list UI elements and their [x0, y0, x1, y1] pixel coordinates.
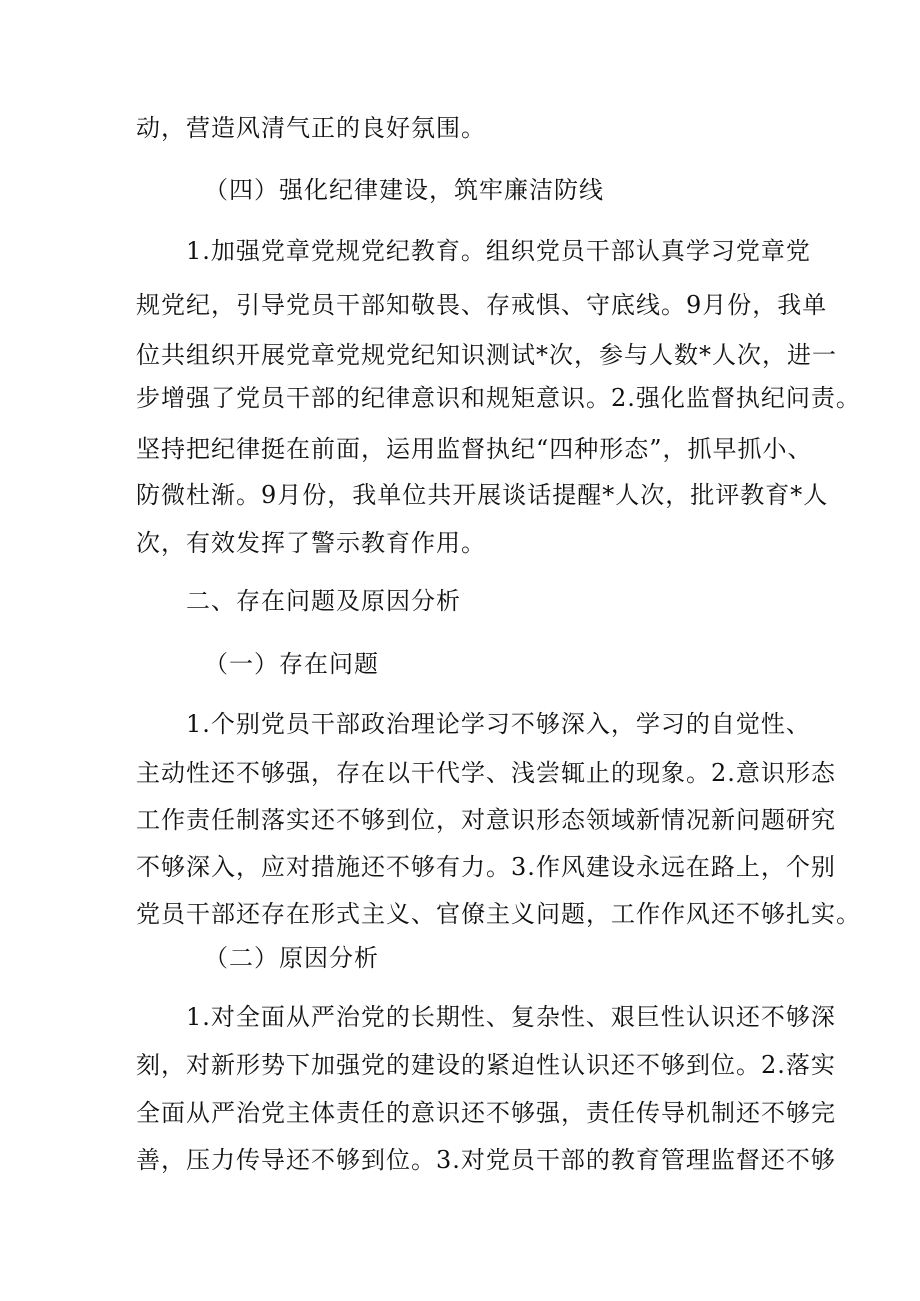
text-line: 动，营造风清气正的良好氛围。 [136, 114, 486, 142]
text-line: 坚持把纪律挺在前面，运用监督执纪“四种形态”，抓早抓小、 [136, 435, 813, 463]
text-line: 刻，对新形势下加强党的建设的紧迫性认识还不够到位。2.落实 [136, 1051, 836, 1079]
text-line: 规党纪，引导党员干部知敬畏、存戒惧、守底线。9月份，我单 [136, 291, 828, 319]
text-line: 1.加强党章党规党纪教育。组织党员干部认真学习党章党 [186, 237, 811, 265]
text-line: 全面从严治党主体责任的意识还不够强，责任传导机制还不够完 [136, 1099, 836, 1127]
subsection-heading: （一）存在问题 [204, 650, 379, 678]
section-heading: 二、存在问题及原因分析 [186, 587, 461, 615]
text-line: 1.对全面从严治党的长期性、复杂性、艰巨性认识还不够深 [186, 1003, 836, 1031]
text-line: 党员干部还存在形式主义、官僚主义问题，工作作风还不够扎实。 [136, 900, 861, 928]
subsection-heading: （二）原因分析 [204, 944, 379, 972]
text-line: 次，有效发挥了警示教育作用。 [136, 529, 486, 557]
text-line: 位共组织开展党章党规党纪知识测试*次，参与人数*人次，进一 [136, 341, 837, 369]
text-line: 步增强了党员干部的纪律意识和规矩意识。2.强化监督执纪问责。 [136, 384, 861, 412]
text-line: 工作责任制落实还不够到位，对意识形态领域新情况新问题研究 [136, 806, 836, 834]
text-line: 不够深入，应对措施还不够有力。3.作风建设永远在路上，个别 [136, 853, 836, 881]
section-heading: （四）强化纪律建设，筑牢廉洁防线 [204, 176, 604, 204]
text-line: 1.个别党员干部政治理论学习不够深入，学习的自觉性、 [186, 710, 811, 738]
text-line: 防微杜渐。9月份，我单位共开展谈话提醒*人次，批评教育*人 [136, 481, 829, 509]
text-line: 善，压力传导还不够到位。3.对党员干部的教育管理监督还不够 [136, 1146, 836, 1174]
text-line: 主动性还不够强，存在以干代学、浅尝辄止的现象。2.意识形态 [136, 759, 836, 787]
